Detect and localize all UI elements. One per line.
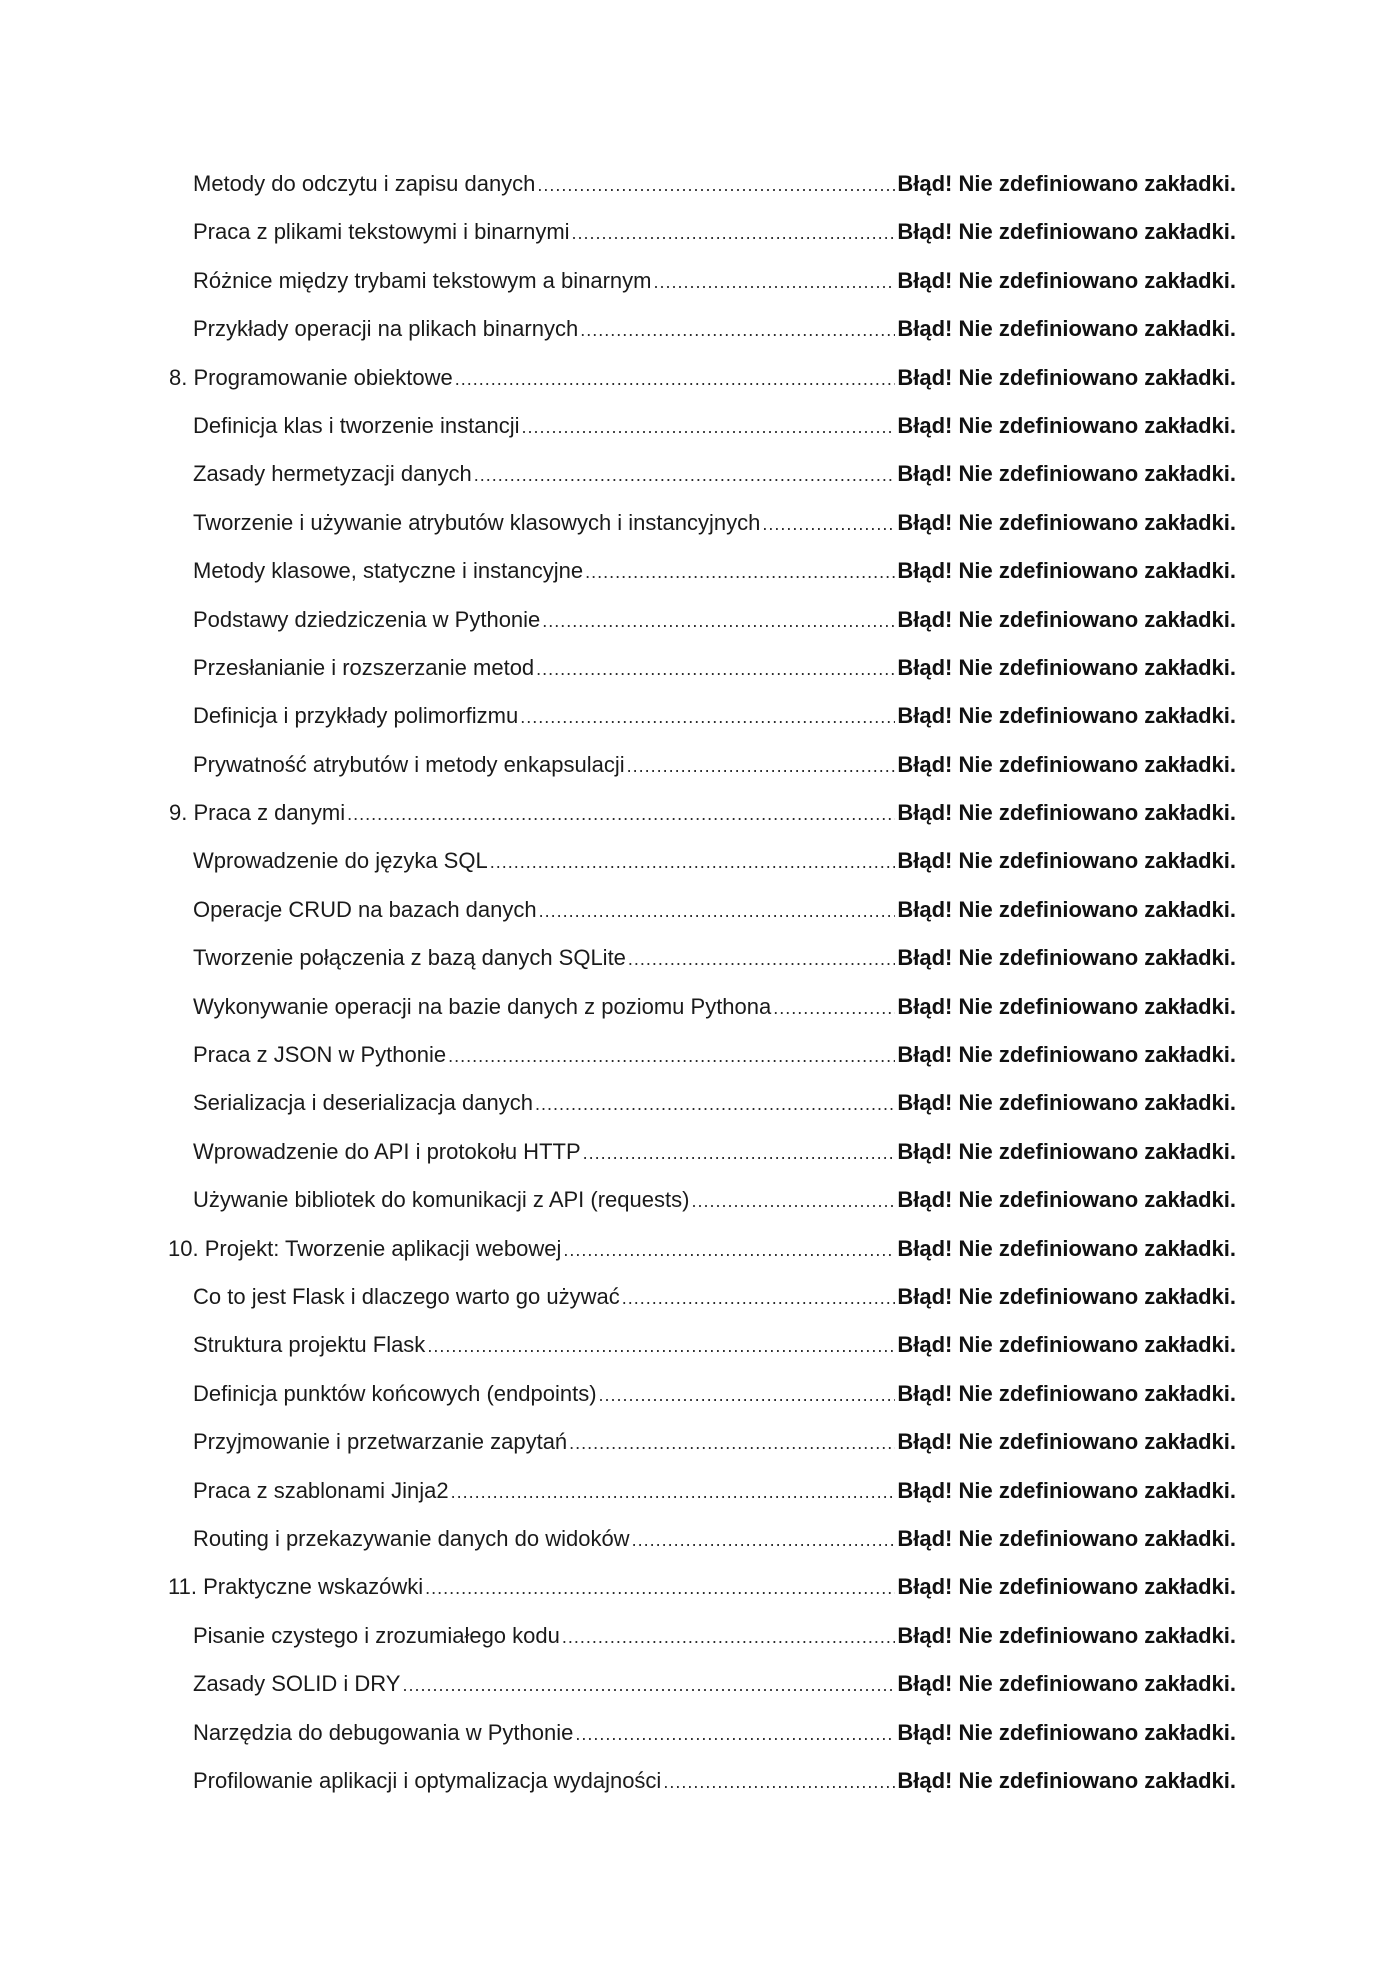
toc-entry-title: Definicja klas i tworzenie instancji — [193, 412, 520, 438]
toc-entry-title: Definicja i przykłady polimorfizmu — [193, 703, 519, 729]
toc-entry[interactable] — [0, 934, 1400, 982]
toc-page-ref: Błąd! Nie zdefiniowano zakładki. — [897, 1574, 1236, 1600]
toc-page-ref: Błąd! Nie zdefiniowano zakładki. — [897, 364, 1236, 390]
toc-entry-title: Prywatność atrybutów i metody enkapsulacji — [193, 751, 625, 777]
toc-page-ref: Błąd! Nie zdefiniowano zakładki. — [897, 316, 1236, 342]
dot-leader — [628, 935, 895, 983]
toc-entry[interactable] — [0, 1031, 1400, 1079]
toc-page-ref: Błąd! Nie zdefiniowano zakładki. — [897, 1187, 1236, 1213]
toc-entry-title: Podstawy dziedziczenia w Pythonie — [193, 606, 541, 632]
toc-entry-title: Metody do odczytu i zapisu danych — [193, 171, 536, 196]
toc-entry-title: Używanie bibliotek do komunikacji z API (requests) — [193, 1187, 690, 1213]
toc-page-ref: Błąd! Nie zdefiniowano zakładki. — [897, 654, 1236, 680]
toc-entry-title: Przyjmowanie i przetwarzanie zapytań — [193, 1429, 568, 1455]
toc-entry[interactable] — [0, 305, 1400, 353]
dot-leader — [569, 1419, 895, 1467]
dot-leader — [762, 500, 895, 548]
toc-entry-title: Routing i przekazywanie danych do widoków — [193, 1525, 630, 1551]
dot-leader — [490, 838, 896, 886]
toc-entry-title: Definicja punktów końcowych (endpoints) — [193, 1380, 597, 1406]
toc-entry-title: Narzędzia do debugowania w Pythonie — [193, 1719, 574, 1745]
toc-entry[interactable] — [0, 1757, 1400, 1805]
chapter-title: Programowanie obiektowe — [193, 364, 453, 390]
toc-page-ref: Błąd! Nie zdefiniowano zakładki. — [897, 1090, 1236, 1116]
table-of-contents — [0, 160, 1400, 1805]
dot-leader — [632, 1516, 896, 1564]
toc-entry[interactable] — [0, 1515, 1400, 1563]
toc-entry[interactable] — [0, 644, 1400, 692]
toc-entry[interactable] — [0, 1709, 1400, 1757]
dot-leader — [580, 306, 895, 354]
toc-page-ref: Błąd! Nie zdefiniowano zakładki. — [897, 848, 1236, 874]
toc-page-ref: Błąd! Nie zdefiniowano zakładki. — [897, 800, 1236, 826]
toc-page-ref: Błąd! Nie zdefiniowano zakładki. — [897, 1671, 1236, 1697]
chapter-number: 8. — [169, 364, 188, 390]
toc-entry-title: Praca z JSON w Pythonie — [193, 1042, 447, 1068]
toc-entry[interactable] — [0, 1079, 1400, 1127]
dot-leader — [572, 209, 896, 257]
toc-entry-title: Struktura projektu Flask — [193, 1332, 426, 1358]
dot-leader — [622, 1274, 896, 1322]
toc-page-ref: Błąd! Nie zdefiniowano zakładki. — [897, 1042, 1236, 1068]
toc-page-ref: Błąd! Nie zdefiniowano zakładki. — [897, 558, 1236, 584]
toc-page-ref: Błąd! Nie zdefiniowano zakładki. — [897, 219, 1236, 245]
chapter-number: 9. — [169, 800, 188, 826]
toc-entry[interactable] — [0, 257, 1400, 305]
dot-leader — [448, 1032, 895, 1080]
toc-page-ref: Błąd! Nie zdefiniowano zakładki. — [897, 993, 1236, 1019]
dot-leader — [583, 1129, 896, 1177]
dot-leader — [537, 161, 895, 209]
toc-entry[interactable] — [0, 1612, 1400, 1660]
toc-page-ref: Błąd! Nie zdefiniowano zakładki. — [897, 896, 1236, 922]
toc-chapter-entry[interactable] — [0, 1225, 1400, 1273]
toc-entry-title: Praca z szablonami Jinja2 — [193, 1477, 449, 1503]
dot-leader — [536, 645, 895, 693]
toc-page-ref: Błąd! Nie zdefiniowano zakładki. — [897, 1429, 1236, 1455]
toc-entry-title: Zasady hermetyzacji danych — [193, 461, 472, 487]
toc-page-ref: Błąd! Nie zdefiniowano zakładki. — [897, 1525, 1236, 1551]
chapter-number: 10. — [168, 1235, 199, 1261]
toc-entry-title: Co to jest Flask i dlaczego warto go używać — [193, 1283, 620, 1309]
toc-page-ref: Błąd! Nie zdefiniowano zakładki. — [897, 1767, 1236, 1793]
dot-leader — [402, 1661, 895, 1709]
toc-page-ref: Błąd! Nie zdefiniowano zakładki. — [897, 267, 1236, 293]
toc-chapter-title — [168, 1563, 423, 1611]
toc-entry[interactable] — [0, 1418, 1400, 1466]
toc-entry[interactable] — [0, 741, 1400, 789]
dot-leader — [691, 1177, 895, 1225]
toc-entry[interactable] — [0, 837, 1400, 885]
toc-entry-title: Przykłady operacji na plikach binarnych — [193, 316, 579, 342]
dot-leader — [451, 1468, 896, 1516]
toc-chapter-entry[interactable] — [0, 789, 1400, 837]
toc-entry[interactable] — [0, 208, 1400, 256]
toc-page-ref: Błąd! Nie zdefiniowano zakładki. — [897, 703, 1236, 729]
toc-page-ref: Błąd! Nie zdefiniowano zakładki. — [897, 1235, 1236, 1261]
toc-entry[interactable] — [0, 983, 1400, 1031]
toc-entry[interactable] — [0, 547, 1400, 595]
toc-entry-title: Wprowadzenie do języka SQL — [193, 848, 488, 874]
toc-entry[interactable] — [0, 1370, 1400, 1418]
toc-entry[interactable] — [0, 886, 1400, 934]
dot-leader — [535, 1080, 895, 1128]
toc-entry[interactable] — [0, 1467, 1400, 1515]
toc-page-ref: Błąd! Nie zdefiniowano zakładki. — [897, 461, 1236, 487]
dot-leader — [563, 1226, 895, 1274]
toc-page-ref: Błąd! Nie zdefiniowano zakładki. — [897, 751, 1236, 777]
dot-leader — [773, 984, 895, 1032]
toc-entry-title: Tworzenie połączenia z bazą danych SQLite — [193, 945, 626, 971]
toc-chapter-title — [169, 789, 345, 837]
toc-entry[interactable] — [0, 692, 1400, 740]
toc-entry[interactable] — [0, 1273, 1400, 1321]
toc-entry-title: Metody klasowe, statyczne i instancyjne — [193, 558, 584, 584]
toc-entry-title: Serializacja i deserializacja danych — [193, 1090, 533, 1116]
dot-leader — [520, 693, 895, 741]
dot-leader — [562, 1613, 896, 1661]
dot-leader — [542, 597, 895, 645]
toc-chapter-title — [168, 1225, 561, 1273]
dot-leader — [347, 790, 895, 838]
dot-leader — [539, 887, 896, 935]
toc-chapter-entry[interactable] — [0, 354, 1400, 402]
toc-entry-title: Pisanie czystego i zrozumiałego kodu — [193, 1622, 560, 1648]
dot-leader — [427, 1322, 895, 1370]
toc-entry[interactable] — [0, 596, 1400, 644]
dot-leader — [474, 451, 896, 499]
chapter-title: Praca z danymi — [193, 800, 346, 826]
toc-page-ref: Błąd! Nie zdefiniowano zakładki. — [897, 606, 1236, 632]
toc-page-ref: Błąd! Nie zdefiniowano zakładki. — [897, 1283, 1236, 1309]
toc-entry-title: Zasady SOLID i DRY — [193, 1671, 401, 1697]
toc-entry[interactable] — [0, 1660, 1400, 1708]
chapter-title: Praktyczne wskazówki — [203, 1574, 424, 1600]
dot-leader — [663, 1758, 895, 1806]
dot-leader — [455, 355, 896, 403]
dot-leader — [653, 258, 895, 306]
toc-entry[interactable] — [0, 1176, 1400, 1224]
toc-entry-title: Operacje CRUD na bazach danych — [193, 896, 537, 922]
chapter-title: Projekt: Tworzenie aplikacji webowej — [204, 1235, 562, 1261]
dot-leader — [521, 403, 895, 451]
toc-entry-title: Przesłanianie i rozszerzanie metod — [193, 654, 535, 680]
toc-entry-title: Wykonywanie operacji na bazie danych z poziomu Pythona — [193, 993, 772, 1019]
toc-chapter-entry[interactable] — [0, 1563, 1400, 1611]
toc-entry[interactable] — [0, 160, 1400, 208]
toc-page-ref: Błąd! Nie zdefiniowano zakładki. — [897, 412, 1236, 438]
toc-page-ref: Błąd! Nie zdefiniowano zakładki. — [897, 509, 1236, 535]
toc-page-ref: Błąd! Nie zdefiniowano zakładki. — [897, 171, 1236, 196]
toc-entry[interactable] — [0, 1128, 1400, 1176]
toc-page-ref: Błąd! Nie zdefiniowano zakładki. — [897, 945, 1236, 971]
toc-page-ref: Błąd! Nie zdefiniowano zakładki. — [897, 1477, 1236, 1503]
chapter-number: 11. — [168, 1574, 197, 1600]
toc-page-ref: Błąd! Nie zdefiniowano zakładki. — [897, 1332, 1236, 1358]
toc-entry-title: Praca z plikami tekstowymi i binarnymi — [193, 219, 570, 245]
dot-leader — [599, 1371, 896, 1419]
toc-entry-title: Profilowanie aplikacji i optymalizacja wydajności — [193, 1767, 662, 1793]
toc-page-ref: Błąd! Nie zdefiniowano zakładki. — [897, 1380, 1236, 1406]
toc-entry-title: Wprowadzenie do API i protokołu HTTP — [193, 1138, 581, 1164]
toc-chapter-title — [169, 354, 453, 402]
dot-leader — [575, 1710, 895, 1758]
toc-entry[interactable] — [0, 402, 1400, 450]
dot-leader — [585, 548, 895, 596]
toc-entry[interactable] — [0, 1321, 1400, 1369]
dot-leader — [627, 742, 896, 790]
toc-entry[interactable] — [0, 450, 1400, 498]
toc-entry-title: Tworzenie i używanie atrybutów klasowych i instancyjnych — [193, 509, 761, 535]
toc-page-ref: Błąd! Nie zdefiniowano zakładki. — [897, 1719, 1236, 1745]
toc-page-ref: Błąd! Nie zdefiniowano zakładki. — [897, 1622, 1236, 1648]
toc-entry-title: Różnice między trybami tekstowym a binarnym — [193, 267, 652, 293]
toc-entry[interactable] — [0, 499, 1400, 547]
dot-leader — [425, 1564, 895, 1612]
toc-page-ref: Błąd! Nie zdefiniowano zakładki. — [897, 1138, 1236, 1164]
